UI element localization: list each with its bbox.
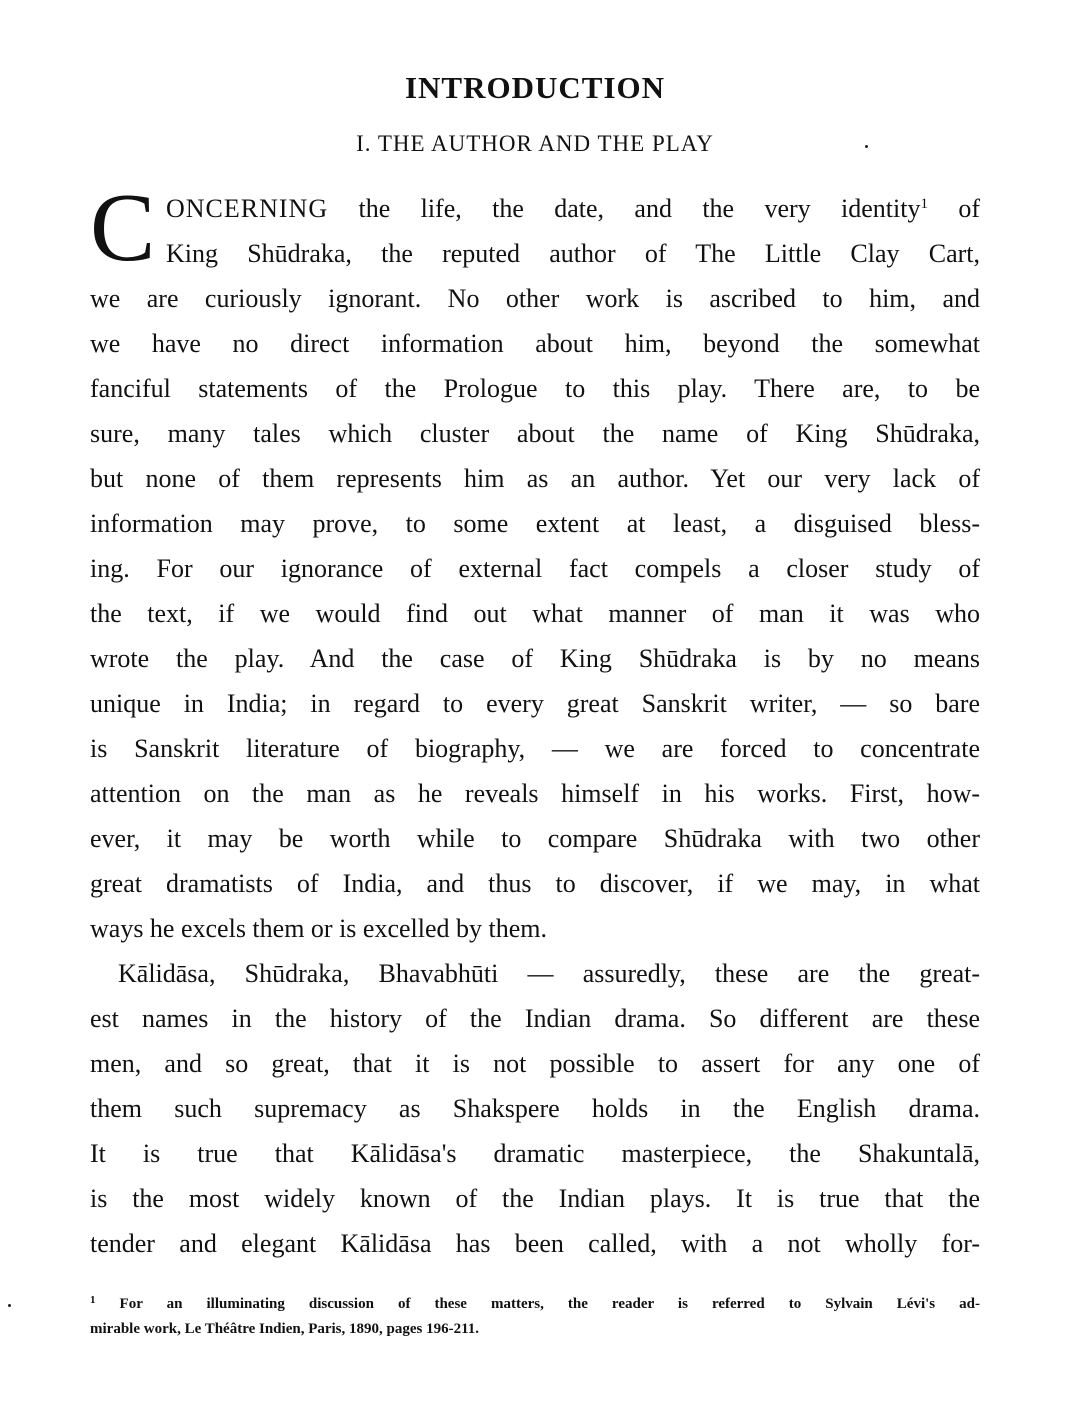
footnote-text: For an illuminating discussion of these matters, the reader is referred to Sylvain Lévi's ad- — [95, 1296, 980, 1312]
paragraph-1-line: ing. For our ignorance of external fact compels a closer study of — [90, 554, 980, 583]
paragraph-1-line: ever, it may be worth while to compare Shūdraka with two other — [90, 824, 980, 853]
paragraph-1-line-1 — [166, 194, 980, 224]
paragraph-1-line: we are curiously ignorant. No other work is ascribed to him, and — [90, 284, 980, 313]
paragraph-2-line: Kālidāsa, Shūdraka, Bhavabhūti — assuredly, these are the great- — [118, 959, 980, 988]
paragraph-1-line: the text, if we would find out what manner of man it was who — [90, 599, 980, 628]
paragraph-1-line: wrote the play. And the case of King Shūdraka is by no means — [90, 644, 980, 673]
paragraph-1-line: unique in India; in regard to every great Sanskrit writer, — so bare — [90, 689, 980, 718]
paragraph-2-line: est names in the history of the Indian drama. So different are these — [90, 1004, 980, 1033]
speck-mark — [865, 145, 868, 148]
paragraph-1-line: attention on the man as he reveals himself in his works. First, how- — [90, 779, 980, 808]
paragraph-1-line: sure, many tales which cluster about the name of King Shūdraka, — [90, 419, 980, 448]
footnote-line-2: mirable work, Le Théâtre Indien, Paris, 1890, pages 196-211. — [90, 1321, 480, 1337]
speck-mark — [8, 1304, 11, 1307]
line-text: the life, the date, and the very identity — [328, 194, 921, 223]
paragraph-2-line: men, and so great, that it is not possible to assert for any one of — [90, 1049, 980, 1078]
book-page — [90, 0, 980, 1415]
paragraph-2-line: them such supremacy as Shakspere holds in the English drama. — [90, 1094, 980, 1123]
footnote-reference: 1 — [920, 196, 928, 212]
paragraph-2-line: It is true that Kālidāsa's dramatic masterpiece, the Shakuntalā, — [90, 1139, 980, 1168]
paragraph-1-line: is Sanskrit literature of biography, — we are forced to concentrate — [90, 734, 980, 763]
paragraph-1-line: information may prove, to some extent at least, a disguised bless- — [90, 509, 980, 538]
paragraph-2-line: tender and elegant Kālidāsa has been called, with a not wholly for- — [90, 1229, 980, 1258]
paragraph-1-line: but none of them represents him as an author. Yet our very lack of — [90, 464, 980, 493]
paragraph-2-line: is the most widely known of the Indian plays. It is true that the — [90, 1184, 980, 1213]
opening-word: ONCERNING — [166, 194, 329, 223]
footnote-line-1 — [90, 1293, 980, 1315]
drop-cap-letter: C — [90, 174, 156, 282]
line-text-end: of — [927, 194, 980, 223]
paragraph-1-line-2: King Shūdraka, the reputed author of The Little Clay Cart, — [166, 239, 980, 268]
paragraph-1-line: fanciful statements of the Prologue to this play. There are, to be — [90, 374, 980, 403]
section-heading: I. THE AUTHOR AND THE PLAY — [356, 131, 714, 156]
page-title: INTRODUCTION — [404, 70, 666, 105]
footnote-marker: 1 — [90, 1294, 96, 1306]
paragraph-1-line-last: ways he excels them or is excelled by them. — [90, 914, 548, 943]
paragraph-1-line: we have no direct information about him, beyond the somewhat — [90, 329, 980, 358]
paragraph-1-line: great dramatists of India, and thus to discover, if we may, in what — [90, 869, 980, 898]
